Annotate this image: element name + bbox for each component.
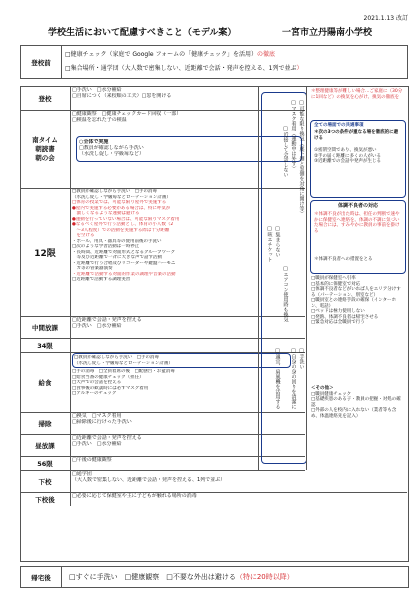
row-line: ●なるべく屋外で行う活動とし、体育の小人数（2 (72, 222, 174, 227)
row-line: □近距離で会話・発声を控える (72, 317, 142, 323)
sick-items (311, 276, 404, 326)
home-section (20, 566, 409, 588)
row-label: 下校 (20, 470, 71, 492)
arrival-line-1: □健康チェック（家庭で Google フォームの「健康チェック」を活用）の徹底 (65, 51, 275, 58)
row-line: 等及び近距離で一斉に大きな声で話す活動 (72, 255, 162, 260)
box-title: ○全体で実施 (79, 139, 109, 145)
row-line: □自席につく（来校順の工夫）□窓を開ける (72, 93, 172, 99)
vertical-note: □エアコン使用時も換気 (282, 266, 289, 322)
row-line: □教員が確認しながら手洗い □手の消毒 (72, 189, 158, 194)
row-label: 下校後 (20, 492, 71, 506)
row-line: □給食当番の健康チェック（担任） (72, 374, 144, 380)
row-line: （水洗し促し・学級毎などローテーション計画） (74, 360, 173, 366)
row-label: 掃除 (20, 412, 71, 434)
condition-item: ②手の届く距離に多くの人がいる (314, 153, 382, 159)
sick-item: □職員室との連絡手段の確保（インターホン、電話） (311, 298, 397, 309)
row-dismissal (20, 470, 407, 493)
vertical-note: □マスク着用（運動中は外す） (290, 100, 297, 171)
row-line: □健康観察 □健康チェックカード回収（一部） (72, 111, 182, 117)
row-line: □手の消毒 □全員着席の後 □配膳台・お盆消毒 (72, 369, 175, 374)
vertical-note: □適宜、扇風機を活用する (274, 348, 281, 409)
sick-item: □職員が保健室へ引率 (311, 276, 356, 281)
row-line: 〜3人程度）での活動を実施する際は十分距離 (72, 227, 170, 233)
sick-box (310, 200, 406, 274)
sick-item: □体調不良者などがいれば人をエリア分けする（パーテーション、別室など） (311, 287, 401, 298)
row-line: □掃除後に行けった手洗い (72, 419, 132, 425)
row-line: ・長時間、近距離で対面形式となるグループワーク (72, 249, 176, 255)
other-title: ＜その他＞ (311, 386, 334, 391)
home-label: 帰宅後 (21, 567, 62, 587)
row-line: □教員が確認しながら手洗い □手の消毒 (74, 355, 160, 360)
row-line: ●屋内で実施する必要がある場合は、特に呼気が (72, 205, 171, 211)
sick-title: 体調不良者の対応 (337, 203, 378, 209)
sick-item: □緊急対応は全職員で行う (311, 320, 365, 325)
other-item: □職員健康チェック (311, 391, 352, 397)
row-line: ・近距離で活動する対面的作業の調理や音楽の活動 (72, 271, 176, 277)
row-line: □次のような学習活動は一時停止 (72, 244, 140, 249)
arrival-line-2: □集合場所・通学団（大人数で密集しない、近距離で会話・発声を控える、1列で並ぶ） (65, 65, 303, 72)
vertical-note: □手洗い (298, 348, 305, 369)
box-line: □教員が確認しながら手洗い (79, 145, 144, 151)
row-label: 56限 (20, 456, 71, 470)
vertical-note: □集まらない (274, 226, 281, 257)
sick-text: ＊体調不良が出た時は、担任の判断で速やかに保健室へ連絡を。体調の不調に気づいた場合には、すみやかに教員の事前を掛ける (314, 212, 400, 234)
common-title: 全ての場面での共通事項 (314, 123, 364, 128)
row-line: 激しくなるような運動は避ける (72, 211, 140, 216)
row-line: □検温を忘れた子の検温 (72, 117, 127, 123)
revision-date: 2021.1.13 改訂 (363, 15, 408, 22)
sick-item: □基本的に保健室で対応 (311, 281, 361, 287)
other-section (311, 386, 404, 419)
condition-item: ③近距離での会話や発声が生じる (314, 159, 382, 164)
other-item: □外部の人を校内に入れない（業者等も含め、体温連絡先を記入） (311, 408, 397, 419)
row-line: □必要に応じて保健室や主に子どもが触れる場所の消毒 (72, 493, 197, 499)
row-line: □近距離で活動する調理実習 (72, 277, 131, 282)
vertical-notes (258, 86, 307, 470)
vertical-note: □近接して会話しない (282, 126, 289, 177)
row-line: □近距離で会話・発声を控える (72, 435, 142, 441)
row-line: □手洗い □水分補給 (72, 323, 122, 329)
sick-item: □発熱、体調不良者は帰宅させる (311, 314, 379, 320)
row-line: □通学団 (72, 471, 92, 477)
row-after-dismissal (20, 492, 407, 506)
row-line: □午後の健康観察 (72, 457, 112, 463)
right-panel (306, 86, 408, 470)
condition-list (314, 148, 402, 165)
row-label: 昼放課 (20, 434, 71, 456)
vertical-note: □咳エチケット (266, 226, 273, 262)
arrival-section (20, 45, 408, 79)
page-title: 学校生活において配慮すべきこと（モデル案） (48, 28, 237, 38)
vertical-note: □可能な限り換気（廊下側と窓側を対角に開け等） (298, 100, 305, 216)
row-line: （大人数で密集しない、近距離で会話・発声を控える、1列で並ぶ） (72, 477, 226, 483)
school-name: 一宮市立丹陽南小学校 (282, 28, 373, 38)
sick-note: ＊体調不良者への措置をとる (314, 257, 373, 262)
row-line: □アルギーのチェック (72, 391, 117, 396)
row-line: □食事後の歓談時には必ずマスク着用 (72, 385, 149, 391)
arrival-label: 登校前 (21, 46, 62, 78)
vertical-note: □自身の身の回りを清潔に (290, 348, 297, 409)
row-line: ●運動を行っていない場合は、可能な限りマスク着用 (72, 216, 180, 222)
row-line: □大声での会話を控える (72, 380, 122, 385)
row-line: を空ける (72, 233, 95, 238)
row-line: □手洗い □水分補給 (72, 441, 122, 447)
row-label: 登校 (20, 86, 71, 110)
row-line: カ等の管楽器演奏 (72, 266, 113, 271)
common-box (310, 120, 406, 198)
row-line: ・ボール、用具・器具等の使用前後の手洗い (72, 238, 162, 244)
box-line: （水洗し促し・学級毎など） (79, 151, 145, 157)
row-label: 中間放課 (20, 316, 71, 338)
sick-item: □ベッドは極力使用しない (311, 309, 365, 314)
condition-item: ①密閉空間であり、換気が悪い (314, 148, 377, 153)
row-line: □体育の授業では、可能な限り屋外で実施する (72, 200, 167, 205)
ventilation-note: ＊整理健康等が難しい場合…ご家庭に（30分に1回など）の換気を心がけ、換気の徹底を (311, 89, 403, 100)
row-line: □手洗い □水分補給 (72, 87, 122, 93)
row-line: □換気 □マスク着用 (72, 413, 122, 419)
other-item: □基礎疾患のある子・教員の把握・対処の確認 (311, 397, 401, 408)
home-text: □すぐに手洗い □健康観察 □不要な外出は避ける（特に20時以降） (69, 573, 294, 581)
row-line: （水洗し促し・学級毎などローテーション計画） (72, 194, 171, 200)
row-label: 34限 (20, 338, 71, 352)
common-subtitle: ＊次の3つの条件が重なる場を徹底的に避ける (314, 130, 399, 141)
row-line: ・近距離で行う合唱及びリコーダーや鍵盤ハーモニ (72, 260, 176, 266)
row-label: 南タイム 朝読書 朝の会 (20, 110, 71, 188)
row-label: 12限 (20, 188, 71, 316)
row-label: 給食 (20, 352, 71, 412)
